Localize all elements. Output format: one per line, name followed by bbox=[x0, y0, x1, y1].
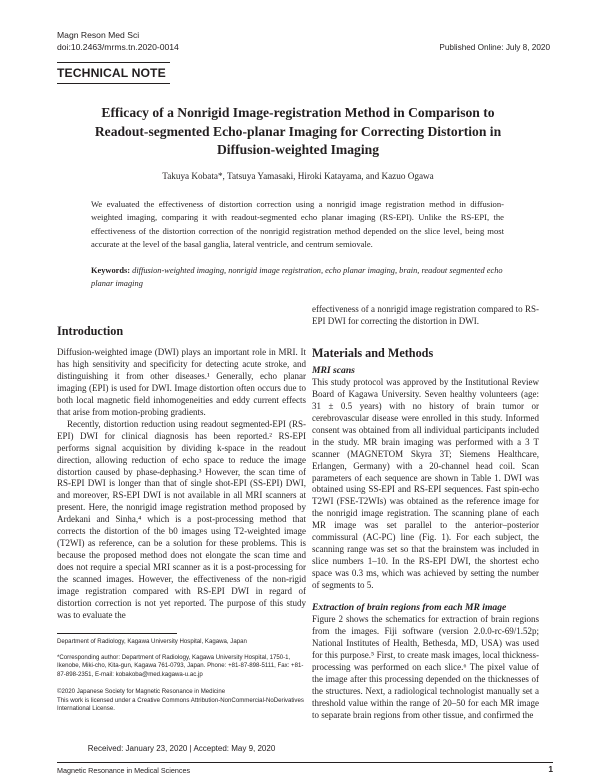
abstract: We evaluated the effectiveness of distortion correction using a nonrigid image registration method in diffusion-weighted imaging, comparing it with readout-segmented echo planar imaging (RS-EPI). Unlike the RS-EPI, the effectiveness of the distortion correction of the nonrigid registration method depended on the slice level, being most accurate at the level of the basal ganglia, lateral ventricle, and centrum semiovale. bbox=[91, 199, 504, 250]
paragraph: Recently, distortion reduction using readout segmented-EPI (RS-EPI) DWI for clinical diagnosis has been reported.² RS-EPI performs signal acquisition by dividing k-space in the readout direction, allowing reduction of echo space to reduce the image distortion caused by phase-dephasing.³ However, the scan time of RS-EPI DWI is longer than that of single shot-EPI (SS-EPI) DWI, and moreover, RS-EPI DWI is not available in all MRI scanners at present. Here, the nonrigid image registration method proposed by Ardekani and Sinha,⁴ which is a post-processing method that corrects the distortion of the b0 images using T2-weighted image (T2WI) as reference, can be a solution for these problems. This is because the proposed method does not elongate the scan time and does not require a special MRI scanner as it is a post-processing for the scanned images. However, the effectiveness of the non-rigid image registration compared with RS-EPI DWI in regard of distortion correction is not yet reported. The purpose of this study was to evaluate the bbox=[57, 418, 306, 620]
footnote-department: Department of Radiology, Kagawa University Hospital, Kagawa, Japan bbox=[57, 638, 247, 645]
author-list: Takuya Kobata*, Tatsuya Yamasaki, Hiroki Katayama, and Kazuo Ogawa bbox=[162, 171, 434, 181]
page-number: 1 bbox=[548, 764, 553, 774]
journal-abbrev: Magn Reson Med Sci bbox=[57, 30, 140, 40]
paragraph: Figure 2 shows the schematics for extraction of brain regions from the images. Fiji software (version 2.0.0-rc-69/1.52p; National Institutes of Health, Bethesda, MD, USA) was used for this purpose.⁵ First, to create mask images, local thickness-processing was performed on each slice.⁶ The pixel value of the image after this processing depended on the thicknesses of the structures. Next, a radiological technologist manually set a threshold value within the range of 20–50 for each MR image to separate brain regions from other tissue, and confirmed the bbox=[312, 614, 539, 720]
received-accepted: Received: January 23, 2020 | Accepted: May 9, 2020 bbox=[87, 744, 276, 753]
keywords bbox=[91, 264, 504, 290]
footnote-divider bbox=[57, 633, 177, 634]
footnote-corresponding: *Corresponding author: Department of Radiology, Kagawa University Hospital, 1750-1, Ikenobe, Miki-cho, Kita-gun, Kagawa 761-0793, Japan. Phone: +81-87-898-5111, Fax: +81-87-898-2351, E-mail: kobakoba@med.kagawa-u.ac.jp bbox=[57, 654, 304, 678]
paragraph: effectiveness of a nonrigid image registration compared to RS-EPI DWI for correcting the distortion in DWI. bbox=[312, 304, 539, 326]
published-date: Published Online: July 8, 2020 bbox=[439, 43, 550, 52]
doi[interactable]: doi:10.2463/mrms.tn.2020-0014 bbox=[57, 41, 179, 52]
title-line: Diffusion-weighted Imaging bbox=[216, 142, 379, 158]
section-heading-methods: Materials and Methods bbox=[312, 345, 434, 360]
title-line: Readout-segmented Echo-planar Imaging for Correcting Distortion in bbox=[94, 123, 502, 139]
section-heading-introduction: Introduction bbox=[57, 324, 124, 338]
title-line: Efficacy of a Nonrigid Image-registration Method in Comparison to bbox=[101, 105, 495, 120]
article-title bbox=[60, 104, 536, 160]
subsection-heading-extraction: Extraction of brain regions from each MR image bbox=[312, 602, 507, 614]
divider bbox=[57, 62, 170, 63]
subsection-heading-mri-scans: MRI scans bbox=[312, 364, 355, 376]
keywords-label: Keywords: bbox=[91, 266, 131, 275]
footnote-license: This work is licensed under a Creative Commons Attribution-NonCommercial-NoDerivatives International License. bbox=[57, 697, 304, 713]
footer-divider bbox=[57, 762, 553, 763]
paragraph: This study protocol was approved by the Institutional Review Board of Kagawa University. Seven healthy volunteers (age: 31 ± 0.5 years) with no history of brain tumor or cerebrovascular disease were enrolled in this study. Informed consent was obtained from all individual participants included in the study. MR brain imaging was performed with a 3 T scanner (MAGNETOM Skyra 3T; Siemens Healthcare, Erlangen, Germany) with a 20-channel head coil. Scan parameters of each sequence are shown in Table 1. DWI was obtained using SS-EPI and RS-EPI sequences. Fast spin-echo T2WI (FSE-T2WIs) was obtained as the reference image for the nonrigid image registration. The scanning plane of each MR image was set parallel to the anterior–posterior commissural (AC-PC) line (Fig. 1). For each subject, the scanning range was set so that the brainstem was included in slice numbers 1–10. In the RS-EPI DWI, the shortest echo space was 0.3 ms, which was achieved by setting the number of segments to 5. bbox=[312, 376, 539, 591]
right-column bbox=[312, 304, 539, 722]
footer-journal-name: Magnetic Resonance in Medical Sciences bbox=[57, 766, 191, 775]
journal-header bbox=[57, 30, 179, 53]
divider bbox=[57, 83, 170, 84]
paragraph: Diffusion-weighted image (DWI) plays an important role in MRI. It has high sensitivity and specificity for detecting acute stroke, and distinguishing it from other diseases.¹ Generally, echo planar imaging (EPI) is used for DWI. Image distortion often occurs due to both local magnetic field inhomogeneities and eddy current effects that arise from motion-probing gradients. bbox=[57, 347, 306, 417]
article-type: TECHNICAL NOTE bbox=[57, 66, 166, 80]
footnote-copyright: ©2020 Japanese Society for Magnetic Resonance in Medicine bbox=[57, 688, 226, 695]
keywords-text: diffusion-weighted imaging, nonrigid image registration, echo planar imaging, brain, readout segmented echo planar imaging bbox=[91, 266, 503, 288]
left-column bbox=[57, 324, 306, 622]
